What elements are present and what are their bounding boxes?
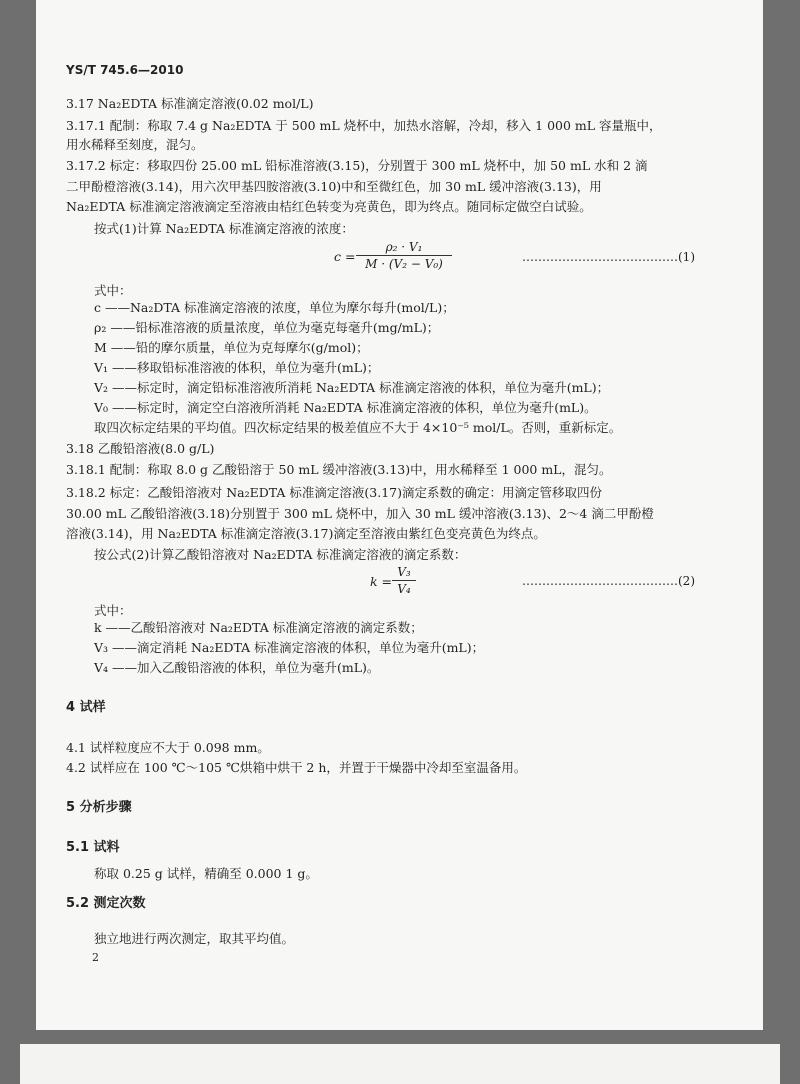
var-def-V3: V₃ ——滴定消耗 Na₂EDTA 标准滴定溶液的体积，单位为毫升(mL)； xyxy=(94,640,485,655)
para-4-2: 4.2 试样应在 100 ℃～105 ℃烘箱中烘干 2 h，并置于干燥器中冷却至室温备用。 xyxy=(66,760,527,775)
var-def-c: c ——Na₂DTA 标准滴定溶液的浓度，单位为摩尔每升(mol/L)； xyxy=(94,300,455,315)
document-page xyxy=(36,0,763,1030)
var-def-V2: V₂ ——标定时，滴定铅标准溶液所消耗 Na₂EDTA 标准滴定溶液的体积，单位为毫升(mL)； xyxy=(94,380,610,395)
where-label-2: 式中： xyxy=(94,603,132,618)
formula-1-numerator: ρ₂ · V₁ xyxy=(385,240,423,254)
para-3-18-2-line-1: 3.18.2 标定：乙酸铅溶液对 Na₂EDTA 标准滴定溶液(3.17)滴定系数的确定：用滴定管移取四份 xyxy=(66,485,602,500)
formula-1-lhs: c = xyxy=(334,249,356,264)
fraction-bar xyxy=(392,580,416,581)
para-5-2-text: 独立地进行两次测定，取其平均值。 xyxy=(94,931,295,946)
var-def-M: M ——铅的摩尔质量，单位为克每摩尔(g/mol)； xyxy=(94,340,369,355)
formula-2-denominator: V₄ xyxy=(397,582,411,596)
next-page-edge xyxy=(20,1044,780,1084)
var-def-V4: V₄ ——加入乙酸铅溶液的体积，单位为毫升(mL)。 xyxy=(94,660,380,675)
average-note: 取四次标定结果的平均值。四次标定结果的极差值应不大于 4×10⁻⁵ mol/L。否则，重新标定。 xyxy=(94,420,622,435)
section-3-17-heading: 3.17 Na₂EDTA 标准滴定溶液(0.02 mol/L) xyxy=(66,96,314,111)
para-3-17-2-line-3: Na₂EDTA 标准滴定溶液滴定至溶液由桔红色转变为亮黄色，即为终点。随同标定做空白试验。 xyxy=(66,199,592,214)
para-3-17-1-line-1: 3.17.1 配制：称取 7.4 g Na₂EDTA 于 500 mL 烧杯中，加热水溶解，冷却，移入 1 000 mL 容量瓶中， xyxy=(66,118,662,133)
para-3-18-1: 3.18.1 配制：称取 8.0 g 乙酸铅溶于 50 mL 缓冲溶液(3.13)中，用水稀释至 1 000 mL，混匀。 xyxy=(66,462,612,477)
fraction-bar xyxy=(356,255,452,256)
para-3-17-2-line-2: 二甲酚橙溶液(3.14)，用六次甲基四胺溶液(3.10)中和至微红色，加 30 mL 缓冲溶液(3.13)，用 xyxy=(66,179,602,194)
where-label-1: 式中： xyxy=(94,283,132,298)
standard-code-header: YS/T 745.6—2010 xyxy=(66,63,184,77)
para-3-17-1-line-2: 用水稀释至刻度，混匀。 xyxy=(66,137,204,152)
para-3-17-2-line-1: 3.17.2 标定：移取四份 25.00 mL 铅标准溶液(3.15)，分别置于 300 mL 烧杯中，加 50 mL 水和 2 滴 xyxy=(66,158,648,173)
section-5-2-heading: 5.2 测定次数 xyxy=(66,896,146,911)
var-def-k: k ——乙酸铅溶液对 Na₂EDTA 标准滴定溶液的滴定系数； xyxy=(94,620,423,635)
formula-2-fraction xyxy=(392,565,416,596)
section-5-1-heading: 5.1 试料 xyxy=(66,840,120,855)
para-3-18-2-line-3: 溶液(3.14)，用 Na₂EDTA 标准滴定溶液(3.17)滴定至溶液由紫红色变亮黄色为终点。 xyxy=(66,526,546,541)
var-def-V1: V₁ ——移取铅标准溶液的体积，单位为毫升(mL)； xyxy=(94,360,380,375)
formula-1-number: …………………………………(1) xyxy=(522,250,695,264)
para-4-1: 4.1 试样粒度应不大于 0.098 mm。 xyxy=(66,740,270,755)
formula-2-number: …………………………………(2) xyxy=(522,574,695,588)
formula-1-fraction xyxy=(356,240,452,271)
para-5-1-text: 称取 0.25 g 试样，精确至 0.000 1 g。 xyxy=(94,866,318,881)
para-3-18-2-line-2: 30.00 mL 乙酸铅溶液(3.18)分别置于 300 mL 烧杯中，加入 30 mL 缓冲溶液(3.13)、2～4 滴二甲酚橙 xyxy=(66,506,654,521)
page-number: 2 xyxy=(92,951,99,964)
section-5-heading: 5 分析步骤 xyxy=(66,800,132,815)
var-def-V0: V₀ ——标定时，滴定空白溶液所消耗 Na₂EDTA 标准滴定溶液的体积，单位为毫升(mL)。 xyxy=(94,400,597,415)
formula-1-denominator: M · (V₂ − V₀) xyxy=(365,257,443,271)
section-3-18-heading: 3.18 乙酸铅溶液(8.0 g/L) xyxy=(66,441,215,456)
formula-2-intro: 按公式(2)计算乙酸铅溶液对 Na₂EDTA 标准滴定溶液的滴定系数： xyxy=(94,547,467,562)
section-4-heading: 4 试样 xyxy=(66,700,106,715)
var-def-rho2: ρ₂ ——铅标准溶液的质量浓度，单位为毫克每毫升(mg/mL)； xyxy=(94,320,440,335)
formula-2-numerator: V₃ xyxy=(397,565,411,579)
formula-2-lhs: k = xyxy=(370,574,393,589)
formula-1-intro: 按式(1)计算 Na₂EDTA 标准滴定溶液的浓度： xyxy=(94,221,354,236)
